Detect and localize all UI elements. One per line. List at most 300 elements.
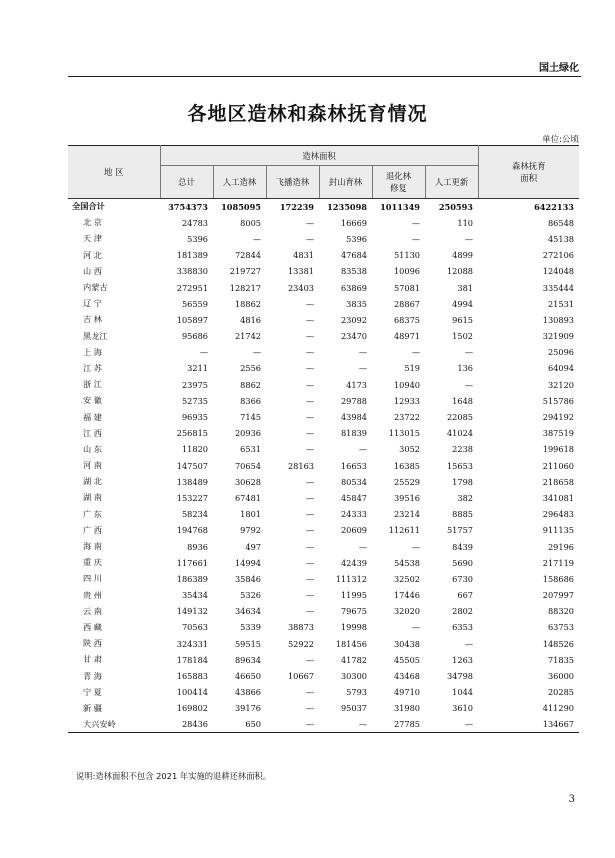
region-cell: 辽 宁	[83, 298, 102, 309]
value-cell: 52735	[181, 395, 208, 406]
column-header: 飞播造林	[266, 166, 319, 199]
value-cell: 911135	[542, 525, 574, 536]
value-cell: 14994	[234, 557, 261, 568]
value-cell: —	[305, 444, 314, 455]
table-row	[68, 668, 579, 684]
region-cell: 湖 南	[83, 492, 102, 503]
value-cell: 272951	[176, 282, 208, 293]
value-cell: 58234	[181, 509, 208, 520]
value-cell: 63869	[340, 282, 367, 293]
value-cell: 181456	[335, 638, 367, 649]
region-cell: 西 藏	[83, 621, 102, 632]
value-cell: —	[358, 347, 367, 358]
table-row	[68, 652, 579, 668]
value-cell: 134667	[478, 717, 579, 733]
value-cell: 382	[457, 492, 473, 503]
table-row	[68, 538, 579, 554]
value-cell: —	[266, 717, 319, 733]
value-cell: 9615	[452, 314, 473, 325]
table-row	[68, 409, 579, 425]
value-cell: 25096	[547, 347, 574, 358]
unit-label: 单位:公顷	[542, 135, 579, 145]
table-row	[68, 312, 579, 328]
value-cell: 39516	[393, 492, 420, 503]
value-cell: 6353	[452, 622, 473, 633]
value-cell: 6422133	[534, 201, 574, 212]
value-cell: —	[305, 525, 314, 536]
value-cell: 41782	[340, 654, 367, 665]
value-cell: 4831	[293, 250, 314, 261]
value-cell: 4994	[452, 298, 473, 309]
table-row	[68, 619, 579, 635]
footnote: 说明:造林面积不包含 2021 年实施的退耕还林面积。	[76, 771, 272, 781]
value-cell: 1502	[452, 331, 473, 342]
value-cell: —	[305, 363, 314, 374]
value-cell: 25529	[393, 476, 420, 487]
value-cell: 29196	[547, 541, 574, 552]
value-cell: 338830	[176, 266, 208, 277]
value-cell: —	[411, 541, 420, 552]
value-cell: 11995	[340, 590, 367, 601]
value-cell: —	[464, 379, 473, 390]
value-cell: 31980	[393, 703, 420, 714]
value-cell: 16669	[340, 217, 367, 228]
region-cell: 江 苏	[83, 362, 102, 373]
value-cell: 20936	[234, 428, 261, 439]
region-cell: 浙 江	[83, 379, 102, 390]
value-cell: 211060	[542, 460, 574, 471]
value-cell: 23214	[393, 509, 420, 520]
table-row	[68, 490, 579, 506]
region-cell: 山 西	[83, 265, 102, 276]
value-cell: 16653	[340, 460, 367, 471]
region-cell: 山 东	[83, 443, 102, 454]
value-cell: 272106	[542, 250, 574, 261]
value-cell: 165883	[176, 671, 208, 682]
region-cell: 河 南	[83, 460, 102, 471]
value-cell: 169802	[176, 703, 208, 714]
table-row	[68, 231, 579, 247]
table-row	[68, 603, 579, 619]
region-cell: 湖 北	[83, 476, 102, 487]
value-cell: —	[305, 573, 314, 584]
value-cell: 36000	[547, 671, 574, 682]
value-cell: 56559	[181, 298, 208, 309]
region-cell: 北 京	[83, 217, 102, 228]
value-cell: —	[305, 395, 314, 406]
value-cell: 219727	[229, 266, 261, 277]
column-header: 人工更新	[425, 166, 478, 199]
value-cell: 68375	[393, 314, 420, 325]
value-cell: 12933	[393, 395, 420, 406]
value-cell: 8439	[452, 541, 473, 552]
value-cell: 1085095	[221, 201, 261, 212]
value-cell: 1648	[452, 395, 473, 406]
value-cell: 113015	[388, 428, 420, 439]
region-cell: 云 南	[83, 605, 102, 616]
value-cell: 341081	[542, 492, 574, 503]
value-cell: 70563	[181, 622, 208, 633]
value-cell: 70654	[234, 460, 261, 471]
table-row	[68, 571, 579, 587]
value-cell: —	[464, 638, 473, 649]
value-cell: 3610	[452, 703, 473, 714]
table-row	[68, 247, 579, 263]
value-cell: 5396	[187, 233, 208, 244]
column-header: 总计	[160, 166, 213, 199]
value-cell: —	[305, 703, 314, 714]
value-cell: 23470	[340, 331, 367, 342]
value-cell: 294192	[542, 412, 574, 423]
region-cell: 大兴安岭	[68, 717, 160, 733]
value-cell: 153227	[176, 492, 208, 503]
region-cell: 陕 西	[83, 638, 102, 649]
value-cell: 72844	[234, 250, 261, 261]
value-cell: 12088	[446, 266, 473, 277]
value-cell: 111312	[335, 573, 367, 584]
table-row	[68, 522, 579, 538]
value-cell: 2802	[452, 606, 473, 617]
value-cell: 45505	[393, 654, 420, 665]
value-cell: 1044	[452, 687, 473, 698]
value-cell: 24783	[181, 217, 208, 228]
value-cell: 81839	[340, 428, 367, 439]
value-cell: 3211	[187, 363, 208, 374]
value-cell: 45847	[340, 492, 367, 503]
region-cell: 广 东	[83, 508, 102, 519]
value-cell: 178184	[176, 654, 208, 665]
value-cell: 43468	[393, 671, 420, 682]
value-cell: 112611	[388, 525, 420, 536]
value-cell: 4173	[346, 379, 367, 390]
value-cell: 296483	[542, 509, 574, 520]
value-cell: 51757	[446, 525, 473, 536]
value-cell: 411290	[542, 703, 574, 714]
value-cell: 1263	[452, 654, 473, 665]
afforestation-header: 造林面积	[160, 146, 478, 166]
table-row	[68, 587, 579, 603]
value-cell: 83538	[340, 266, 367, 277]
value-cell: 30438	[393, 638, 420, 649]
value-cell: 16385	[393, 460, 420, 471]
value-cell: 8005	[240, 217, 261, 228]
value-cell: 32120	[547, 379, 574, 390]
value-cell: 497	[245, 541, 261, 552]
page-title: 各地区造林和森林抚育情况	[187, 103, 428, 125]
value-cell: 63753	[547, 622, 574, 633]
table-row	[68, 458, 579, 474]
value-cell: 667	[457, 590, 473, 601]
value-cell: 20285	[547, 687, 574, 698]
value-cell: 138489	[176, 476, 208, 487]
value-cell: —	[425, 717, 478, 733]
region-cell: 贵 州	[83, 589, 102, 600]
value-cell: 158686	[542, 573, 574, 584]
table-row	[68, 328, 579, 344]
value-cell: —	[411, 622, 420, 633]
value-cell: —	[305, 314, 314, 325]
value-cell: —	[305, 687, 314, 698]
column-header: 人工造林	[213, 166, 266, 199]
value-cell: 2238	[452, 444, 473, 455]
value-cell: 256815	[176, 428, 208, 439]
value-cell: 28163	[287, 460, 314, 471]
region-cell: 全国合计	[72, 201, 105, 212]
region-cell: 青 海	[83, 670, 102, 681]
tending-header: 森林抚育 面积	[478, 146, 579, 199]
total-row	[68, 199, 579, 215]
value-cell: 1011349	[380, 201, 420, 212]
region-cell: 内蒙古	[83, 282, 108, 293]
value-cell: 86548	[547, 217, 574, 228]
value-cell: 13381	[287, 266, 314, 277]
value-cell: —	[305, 492, 314, 503]
region-cell: 福 建	[83, 411, 102, 422]
value-cell: 35434	[181, 590, 208, 601]
value-cell: 35846	[234, 573, 261, 584]
value-cell: 34634	[234, 606, 261, 617]
table-row	[68, 360, 579, 376]
region-cell: 江 西	[83, 427, 102, 438]
value-cell: 149132	[176, 606, 208, 617]
value-cell: 49710	[393, 687, 420, 698]
value-cell: 46650	[234, 671, 261, 682]
table-row	[68, 555, 579, 571]
value-cell: 57081	[393, 282, 420, 293]
section-label: 国土绿化	[539, 63, 579, 74]
value-cell: —	[411, 217, 420, 228]
value-cell: 21531	[547, 298, 574, 309]
table-row	[68, 506, 579, 522]
table-row	[68, 377, 579, 393]
value-cell: 95037	[340, 703, 367, 714]
table-row	[68, 441, 579, 457]
value-cell: —	[305, 541, 314, 552]
value-cell: —	[305, 298, 314, 309]
value-cell: 28436	[160, 717, 213, 733]
value-cell: 387519	[542, 428, 574, 439]
value-cell: 194768	[176, 525, 208, 536]
column-header: 封山育林	[319, 166, 372, 199]
value-cell: 79675	[340, 606, 367, 617]
value-cell: 6531	[240, 444, 261, 455]
region-cell: 河 北	[83, 249, 102, 260]
region-cell: 四 川	[83, 573, 102, 584]
value-cell: 8936	[187, 541, 208, 552]
value-cell: 100414	[176, 687, 208, 698]
value-cell: 39176	[234, 703, 261, 714]
value-cell: 1235098	[327, 201, 367, 212]
value-cell: 51130	[393, 250, 420, 261]
value-cell: 27785	[372, 717, 425, 733]
value-cell: 23975	[181, 379, 208, 390]
region-cell: 重 庆	[83, 557, 102, 568]
value-cell: 3754373	[168, 201, 208, 212]
value-cell: 335444	[542, 282, 574, 293]
table-row	[68, 717, 579, 733]
value-cell: 105897	[176, 314, 208, 325]
value-cell: 15653	[446, 460, 473, 471]
value-cell: 30300	[340, 671, 367, 682]
value-cell: 186389	[176, 573, 208, 584]
table-row	[68, 296, 579, 312]
value-cell: 41024	[446, 428, 473, 439]
value-cell: 20609	[340, 525, 367, 536]
region-cell: 新 疆	[83, 702, 102, 713]
value-cell: 23092	[340, 314, 367, 325]
value-cell: 64094	[547, 363, 574, 374]
region-header: 地 区	[68, 146, 160, 199]
table-row	[68, 684, 579, 700]
value-cell: 148526	[542, 638, 574, 649]
value-cell: 48971	[393, 331, 420, 342]
value-cell: 519	[404, 363, 420, 374]
value-cell: 45138	[547, 233, 574, 244]
value-cell: 6730	[452, 573, 473, 584]
value-cell: 8862	[240, 379, 261, 390]
value-cell: —	[358, 363, 367, 374]
table-row	[68, 215, 579, 231]
value-cell: —	[252, 233, 261, 244]
value-cell: 128217	[229, 282, 261, 293]
value-cell: 1801	[240, 509, 261, 520]
value-cell: 54538	[393, 557, 420, 568]
value-cell: —	[305, 347, 314, 358]
value-cell: 10667	[287, 671, 314, 682]
value-cell: 8885	[452, 509, 473, 520]
value-cell: 2556	[240, 363, 261, 374]
value-cell: 95686	[181, 331, 208, 342]
value-cell: —	[464, 233, 473, 244]
value-cell: 29788	[340, 395, 367, 406]
value-cell: 207997	[542, 590, 574, 601]
value-cell: —	[305, 509, 314, 520]
region-cell: 吉 林	[83, 314, 102, 325]
value-cell: —	[305, 233, 314, 244]
value-cell: —	[464, 347, 473, 358]
value-cell: 59515	[234, 638, 261, 649]
value-cell: 515786	[542, 395, 574, 406]
value-cell: 11820	[181, 444, 208, 455]
table-row	[68, 393, 579, 409]
value-cell: 10940	[393, 379, 420, 390]
value-cell: —	[305, 331, 314, 342]
value-cell: 17446	[393, 590, 420, 601]
value-cell: 30628	[234, 476, 261, 487]
table-row	[68, 636, 579, 652]
value-cell: 8366	[240, 395, 261, 406]
value-cell: —	[411, 347, 420, 358]
value-cell: 18862	[234, 298, 261, 309]
value-cell: 52922	[287, 638, 314, 649]
region-cell: 海 南	[83, 541, 102, 552]
value-cell: —	[305, 590, 314, 601]
value-cell: —	[358, 541, 367, 552]
value-cell: —	[411, 233, 420, 244]
value-cell: 181389	[176, 250, 208, 261]
value-cell: —	[252, 347, 261, 358]
value-cell: 7145	[240, 412, 261, 423]
value-cell: —	[305, 654, 314, 665]
value-cell: 250593	[438, 201, 473, 212]
region-cell: 甘 肃	[83, 654, 102, 665]
value-cell: 218658	[542, 476, 574, 487]
value-cell: 5396	[346, 233, 367, 244]
value-cell: 9792	[240, 525, 261, 536]
value-cell: 324331	[176, 638, 208, 649]
value-cell: 4816	[240, 314, 261, 325]
value-cell: 217119	[542, 557, 574, 568]
value-cell: 34798	[446, 671, 473, 682]
value-cell: 67481	[234, 492, 261, 503]
value-cell: 5690	[452, 557, 473, 568]
value-cell: 5326	[240, 590, 261, 601]
value-cell: —	[199, 347, 208, 358]
region-cell: 黑龙江	[83, 330, 108, 341]
value-cell: 5339	[240, 622, 261, 633]
value-cell: —	[305, 428, 314, 439]
value-cell: —	[305, 217, 314, 228]
value-cell: —	[305, 476, 314, 487]
value-cell: —	[305, 606, 314, 617]
value-cell: 136	[457, 363, 473, 374]
value-cell: 47684	[340, 250, 367, 261]
value-cell: 43866	[234, 687, 261, 698]
value-cell: 88320	[547, 606, 574, 617]
value-cell: 43984	[340, 412, 367, 423]
value-cell: 3835	[346, 298, 367, 309]
value-cell: 28867	[393, 298, 420, 309]
region-cell: 天 津	[83, 233, 102, 244]
value-cell: 71835	[547, 654, 574, 665]
value-cell: —	[305, 379, 314, 390]
region-cell: 安 徽	[83, 395, 102, 406]
table-row	[68, 425, 579, 441]
table-row	[68, 474, 579, 490]
value-cell: 38873	[287, 622, 314, 633]
page-number: 3	[568, 794, 575, 805]
value-cell: —	[305, 557, 314, 568]
value-cell: —	[305, 412, 314, 423]
value-cell: 19998	[340, 622, 367, 633]
region-cell: 宁 夏	[83, 686, 102, 697]
value-cell: —	[319, 717, 372, 733]
column-header: 退化林 修复	[372, 166, 425, 199]
value-cell: 24333	[340, 509, 367, 520]
value-cell: 80534	[340, 476, 367, 487]
value-cell: 89634	[234, 654, 261, 665]
value-cell: 147507	[176, 460, 208, 471]
value-cell: 1798	[452, 476, 473, 487]
table-row	[68, 700, 579, 716]
value-cell: 650	[213, 717, 266, 733]
value-cell: 130893	[542, 314, 574, 325]
value-cell: 4899	[452, 250, 473, 261]
value-cell: 124048	[542, 266, 574, 277]
value-cell: 23403	[287, 282, 314, 293]
value-cell: 21742	[234, 331, 261, 342]
table-row	[68, 344, 579, 360]
value-cell: 32502	[393, 573, 420, 584]
value-cell: 3052	[399, 444, 420, 455]
value-cell: 42439	[340, 557, 367, 568]
header-rule	[68, 76, 581, 77]
value-cell: 5793	[346, 687, 367, 698]
value-cell: 199618	[542, 444, 574, 455]
value-cell: 321909	[542, 331, 574, 342]
value-cell: 110	[457, 217, 473, 228]
forestry-table	[68, 145, 579, 733]
